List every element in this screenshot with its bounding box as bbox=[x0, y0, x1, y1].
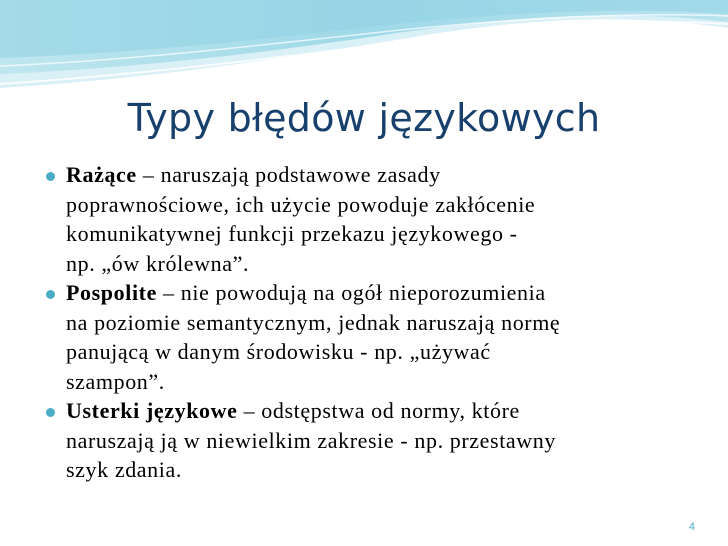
item-first-line bbox=[66, 396, 688, 426]
item-line: panującą w danym środowisku - np. „używać bbox=[66, 339, 491, 364]
item-text: – nie powodują na ogół nieporozumienia bbox=[156, 280, 546, 305]
list-item bbox=[0, 160, 728, 278]
item-line: szyk zdania. bbox=[66, 457, 182, 482]
header-wave-decoration bbox=[0, 0, 728, 95]
bullet-icon bbox=[46, 290, 55, 299]
bullet-list bbox=[0, 160, 728, 485]
item-line: poprawnościowe, ich użycie powoduje zakłócenie bbox=[66, 191, 536, 217]
item-first-line bbox=[66, 160, 688, 190]
page-number: 4 bbox=[688, 521, 695, 533]
item-line: np. „ów królewna”. bbox=[66, 250, 250, 276]
item-term: Pospolite bbox=[66, 280, 157, 305]
item-term: Usterki językowe bbox=[66, 398, 238, 423]
item-line: komunikatywnej funkcji przekazu językowego - bbox=[66, 221, 518, 246]
slide-title: Typy błędów językowych bbox=[127, 96, 601, 140]
list-item bbox=[0, 278, 728, 396]
item-line: szampon”. bbox=[66, 368, 165, 394]
item-text: – odstępstwa od normy, które bbox=[237, 398, 520, 423]
item-line: na poziomie semantycznym, jednak naruszają normę bbox=[66, 309, 561, 335]
list-item bbox=[0, 396, 728, 485]
item-line: naruszają ją w niewielkim zakresie - np. przestawny bbox=[66, 427, 556, 453]
bullet-icon bbox=[46, 408, 55, 417]
item-first-line bbox=[66, 278, 688, 308]
item-text: – naruszają podstawowe zasady bbox=[136, 162, 441, 187]
bullet-icon bbox=[46, 172, 55, 181]
item-term: Rażące bbox=[66, 162, 137, 187]
